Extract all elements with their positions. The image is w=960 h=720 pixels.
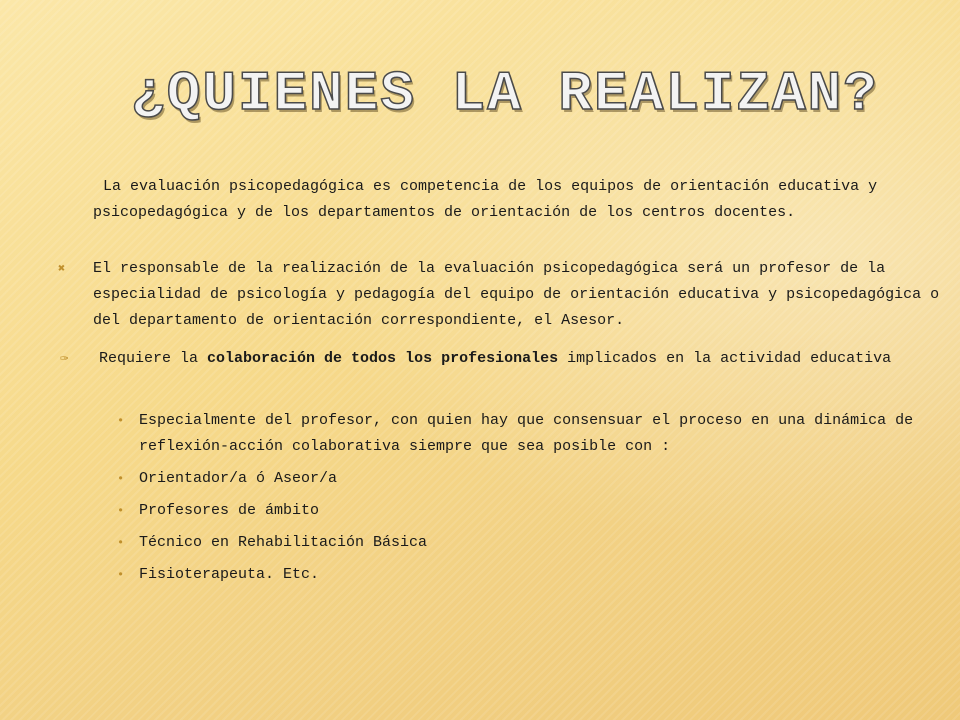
list-item-text: Especialmente del profesor, con quien hay que consensuar el proceso en una dinámica de reflexión-acción colaborativa siempre que sea posible con : [139, 412, 914, 455]
list-item [117, 530, 917, 556]
x-bullet-icon: ✖ [58, 262, 66, 276]
ribbon-bullet-icon: ✑ [60, 351, 69, 367]
dot-bullet-icon: • [117, 568, 125, 582]
bullet-responsible: El responsable de la realización de la evaluación psicopedagógica será un profesor de la especialidad de psicología y pedagogía del equipo de orientación educativa y psicopedagógica o del departamento de orientación correspondiente, el Asesor. [93, 260, 940, 329]
list-item [117, 562, 917, 588]
list-item-text: Fisioterapeuta. Etc. [139, 566, 320, 583]
dot-bullet-icon: • [117, 472, 125, 486]
sub-bullet-list [117, 408, 917, 594]
slide-title: ¿QUIENES LA REALIZAN? [131, 62, 879, 126]
list-item [117, 498, 917, 524]
intro-paragraph: La evaluación psicopedagógica es competencia de los equipos de orientación educativa y psicopedagógica y de los departamentos de orientación de los centros docentes. [93, 178, 878, 221]
list-item-text: Orientador/a ó Aseor/a [139, 470, 338, 487]
bullet-collaboration-after: implicados en la actividad educativa [558, 350, 892, 367]
bullet-collaboration [99, 346, 919, 372]
dot-bullet-icon: • [117, 414, 125, 428]
dot-bullet-icon: • [117, 536, 125, 550]
list-item [117, 408, 917, 460]
list-item-text: Profesores de ámbito [139, 502, 320, 519]
bullet-collaboration-before: Requiere la [99, 350, 208, 367]
dot-bullet-icon: • [117, 504, 125, 518]
bullet-collaboration-bold: colaboración de todos los profesionales [207, 350, 559, 367]
list-item [117, 466, 917, 492]
list-item-text: Técnico en Rehabilitación Básica [139, 534, 428, 551]
